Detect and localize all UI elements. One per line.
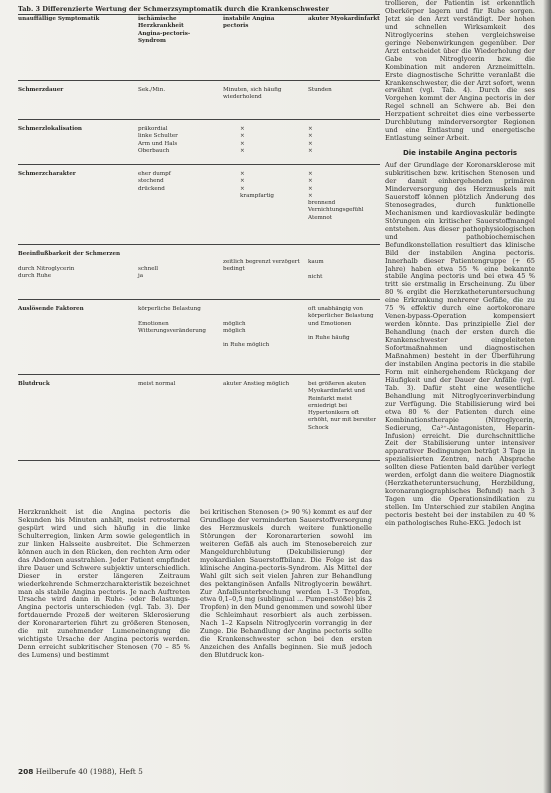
table-cell: präkordial linke Schulter Arm und Hals Oberbauch	[138, 126, 178, 154]
table-cell: × × × × brennend Vernichtungsgefühl Atemnot	[308, 171, 364, 221]
row-label-location: Schmerzlokalisation	[18, 126, 83, 132]
row-label-duration: Schmerzdauer	[18, 87, 64, 93]
body-paragraph: trollieren, der Patientin ist erkenntlich Oberkörper lagern und für Ruhe sorgen. Jetzt sie den Arzt verständigt. Der hohen und schnellen Wirksamkeit des Nitroglycerins stehen vergleichsweise geringe Nebenwirkungen gegenüber. Der Arzt entscheidet über die Wiederholung der Gabe von Nitroglycerin bzw. die Kombination mit anderen Arzneimitteln. Erste diagnostische Schritte veranlaßt die Krankenschwester, die der Arzt sofort, wenn erwähnt (vgl. Tab. 4). Durch die ses Vorgehen kommt der Angina pectoris in der Regel schnell an Schwere ab. Bei den Herzpatient schreitet dies eine verbesserte Durchblutung minderversorgter Regionen und eine Entlastung und energetische Entlastung seiner Arbeit.	[385, 0, 535, 143]
table-cell: möglich möglich in Ruhe möglich	[223, 320, 270, 349]
table-cell: zeitlich begrenzt verzögert bedingt	[223, 259, 300, 273]
table-cell: kaum nicht	[308, 259, 324, 280]
table-cell: meist normal	[138, 381, 176, 387]
table-cell: eher dumpf stechend drückend	[138, 171, 171, 192]
body-paragraph: Auf der Grundlage der Koronarsklerose mit subkritischen bzw. kritischen Stenosen und der damit einhergehenden primären Minderversorgung des Herzmuskels mit Sauerstoff können plötzlich Änderung des Stenosegrades, durch funktionelle Mechanismen und kardiovaskulär bedingte Störungen ein kritischer Sauerstoffmangel entstehen. Aus dieser pathophysiologischen und pathobiochemischen Befundkonstellation resultiert das klinische Bild der instabilen Angina pectoris. Innerhalb dieser Patientengruppe (+ 65 Jahre) haben etwa 55 % eine bekannte stabile Angina pectoris und bei etwa 45 % tritt sie erstmalig in Erscheinung. Zu über 80 % ergibt die Herzkatheteruntersuchung eine Erkrankung mehrerer Gefäße, die zu 75 % effektiv durch eine aortokoronare Venen-bypass-Operation kompensiert werden könnte. Das prinzipielle Ziel der Behandlung (nach der ersten durch die Krankenschwester eingeleiteten Sofortmaßnahmen und diagnostischen Maßnahmen) besteht in der Überführung der instabilen Angina pectoris in die stabile Form mit einhergehendem Rückgang der Häufigkeit und der Dauer der Anfälle (vgl. Tab. 3). Dafür steht eine wesentliche Behandlung mit Nitroglycerinverbindung zur Verfügung. Die Stabilisierung wird bei etwa 80 % der Patienten durch eine Kombinationstherapie (Nitroglycerin, Sedierung, Ca²⁺-Antagonisten, Heparin-Infusion) erreicht. Die durchschnittliche Zeit der Stabilisierung unter intensiver apparativer Bedingungen beträgt 3 Tage in spezialisierten Zentren, nach Absprache sollten diese Patienten bald darüber verlegt werden, erfolgt dann die weitere Diagnostik (Herzkatheteruntersuchung, Herzbildung, koronarangiographisches Befund) nach 3 Tagen um die Operationsindikation zu stellen. Im Unterschied zur stabilen Angina pectoris besteht bei der instabilen zu 40 % ein pathologisches Ruhe-EKG. Jedoch ist	[385, 161, 535, 527]
table-cell: oft unabhängig von körperlicher Belastung und Emotionen in Ruhe häufig	[308, 306, 374, 342]
table-cell: × × × krampfartig	[240, 171, 274, 199]
table-cell: Minuten, sich häufig wiederholend	[223, 87, 282, 101]
row-label-bloodpressure: Blutdruck	[18, 381, 50, 387]
table-cell: × × × ×	[308, 126, 313, 154]
journal-citation: Heilberufe 40 (1988), Heft 5	[35, 767, 143, 776]
body-paragraph: bei kritischen Stenosen (> 90 %) kommt es auf der Grundlage der verminderten Sauerstoffversorgung des Herzmuskels durch weitere funktionelle Störungen der Koronararterien sowohl im weiteren Gefäß als auch im Stenosebereich zur Mangeldurchblutung (Dekubilisierung) der myokardialen Sauerstoffbilanz. Die Folge ist das klinische Angina-pectoris-Syndrom. Als Mittel der Wahl gilt sich seit vielen Jahren zur Behandlung des pektanginösen Anfalls Nitroglycerin bewährt. Zur Anfallsunterbrechung werden 1–3 Tropfen, etwa 0,1–0,5 mg (sublingual ... Pumpenstöße) bis 2 Tropfen) in den Mund genommen und sowohl über die Schleimhaut resorbiert als auch zerbissen. Nach 1–2 Kapseln Nitroglycerin vorrangig in der Zunge. Die Behandlung der Angina pectoris sollte die Krankenschwester schon bei den ersten Anzeichen des Anfalls beginnen. Sie muß jedoch den Blutdruck kon-	[200, 509, 372, 660]
body-column-2	[200, 509, 372, 761]
table-cell: bei größeren akuten Myokardinfarkt und Reinfarkt meist erniedrigt bei Hypertonikern oft erhöht, nur mit bereiter Schock	[308, 381, 377, 431]
table-cell: × × × ×	[240, 126, 245, 154]
row-label-character: Schmerzcharakter	[18, 171, 76, 177]
scan-shadow	[543, 0, 551, 793]
body-column-1	[18, 509, 190, 761]
table-header-col2: instabile Angina pectoris	[223, 16, 275, 30]
row-label-influence: Beeinflußbarkeit der Schmerzen	[18, 251, 121, 257]
row-label-triggers: Auslösende Faktoren	[18, 306, 84, 312]
symptom-table	[18, 14, 380, 464]
table-cell: schnell ja	[138, 266, 159, 280]
body-paragraph: Herzkrankheit ist die Angina pectoris die Sekunden bis Minuten anhält, meist retrosternal gespürt wird und sich häufig in die linke Schulterregion, linken Arm sowie gelegentlich in zur linken Halsseite ausbreitet. Die Schmerzen können auch in den Rücken, den rechten Arm oder das Abdomen ausstrahlen. Jeder Patient empfindet ihre Dauer und Schwere subjektiv unterschiedlich. Dieser in erster längeren Zeitraum wiederkehrende Schmerzcharakteristik bezeichnet man als stabile Angina pectoris. Je nach Auftreten Ursache wird dann in Ruhe- oder Belastungs-Angina pectoris unterschieden (vgl. Tab. 3). Der fortdauernde Prozeß der weiteren Sklerosierung der Koronararterien führt zu größeren Stenosen, die mit zunehmender Lumeneinengung die wichtigste Ursache der Angina pectoris werden. Denn erreicht subkritischer Stenosen (70 – 85 % des Lumens) und bestimmt	[18, 509, 190, 660]
table-header-col1: ischämische Herzkrankheit Angina-pectoris-Syndrom	[138, 16, 191, 44]
table-cell: Stunden	[308, 87, 332, 93]
table-cell: Sek./Min.	[138, 87, 166, 93]
table-cell: akuter Anstieg möglich	[223, 381, 290, 387]
row-sublabel-influence: durch Nitroglycerin durch Ruhe	[18, 266, 75, 280]
table-cell: körperliche Belastung Emotionen Witterungsveränderung	[138, 306, 207, 334]
page-footer	[18, 767, 143, 776]
right-column	[385, 0, 535, 785]
table-caption: Tab. 3 Differenzierte Wertung der Schmerzsymptomatik durch die Krankenschwester	[18, 5, 329, 13]
table-header-col0: unauffällige Symptomatik	[18, 16, 100, 22]
table-header-col3: akuter Myokardinfarkt	[308, 16, 380, 22]
section-heading: Die instabile Angina pectoris	[402, 149, 518, 158]
page-number: 208	[18, 767, 34, 776]
